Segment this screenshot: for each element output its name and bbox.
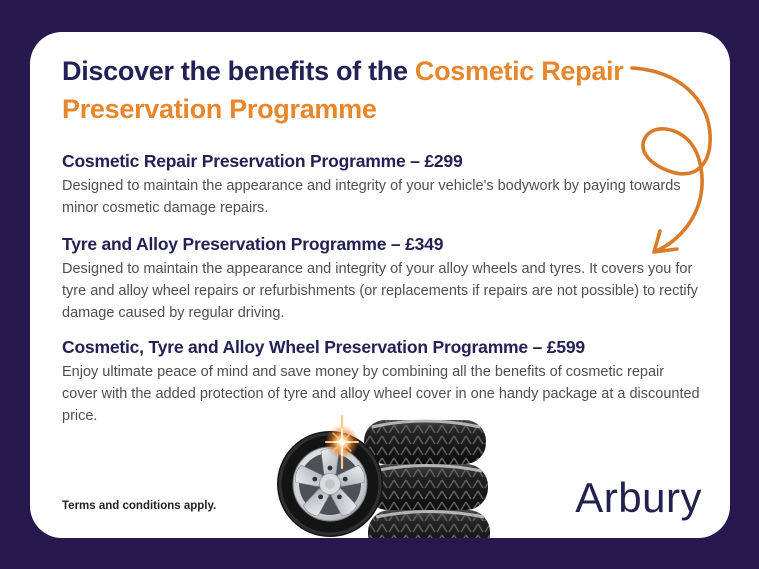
title-lead: Discover the benefits of the (62, 56, 415, 86)
programme-description: Enjoy ultimate peace of mind and save money by combining all the benefits of cosmetic repair cover with the added protection of tyre and alloy wheel cover in one handy package at a discounted price. (62, 364, 700, 424)
programme-heading: Cosmetic, Tyre and Alloy Wheel Preservation Programme – £599 (62, 337, 585, 357)
brand-logo: Arbury (575, 474, 702, 521)
programme-description: Designed to maintain the appearance and integrity of your vehicle's bodywork by paying towards minor cosmetic damage repairs. (62, 178, 681, 216)
swirl-arrow-icon (615, 52, 730, 264)
programme-section-cosmetic (62, 150, 700, 219)
page-title (62, 52, 662, 128)
tyre-stack (364, 420, 490, 538)
programme-heading: Tyre and Alloy Preservation Programme – £349 (62, 234, 444, 254)
programme-section-tyre-alloy (62, 233, 700, 324)
programme-description: Designed to maintain the appearance and integrity of your alloy wheels and tyres. It covers you for tyre and alloy wheel repairs or refurbishments (or replacements if repairs are not possible) to rectify damage caused by regular driving. (62, 261, 698, 321)
title-highlight: Cosmetic Repair Preservation Programme (62, 56, 624, 124)
flyer-card (30, 32, 730, 538)
programme-heading: Cosmetic Repair Preservation Programme – £299 (62, 151, 463, 171)
tyre-stack-image (268, 412, 493, 538)
terms-note: Terms and conditions apply. (62, 500, 217, 512)
